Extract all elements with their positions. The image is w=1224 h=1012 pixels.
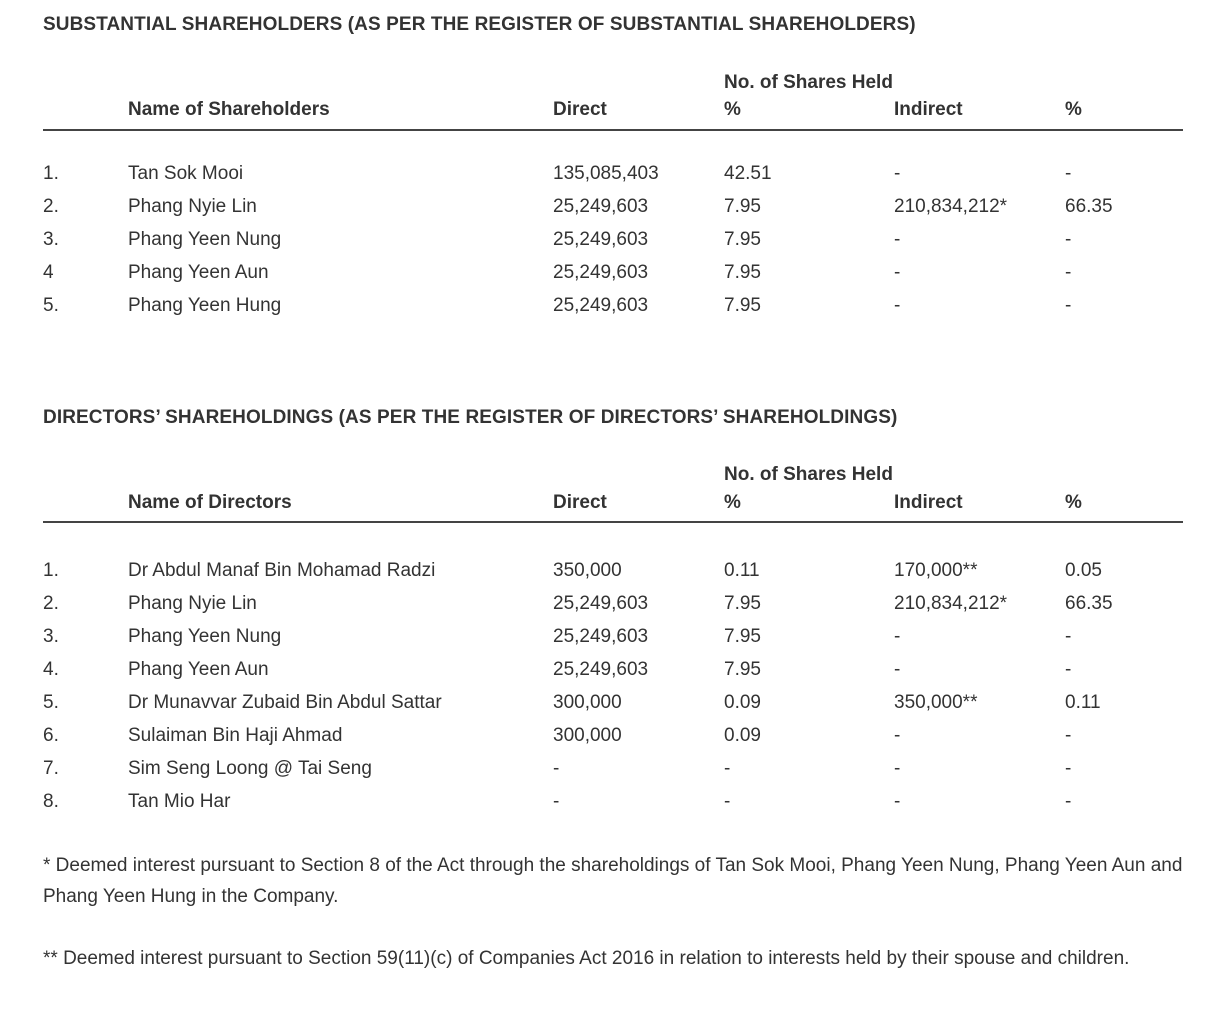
- indirect-cell: 170,000**: [894, 560, 978, 581]
- row-number: 4.: [43, 659, 59, 680]
- table-row: [43, 554, 1183, 587]
- direct-cell: 25,249,603: [553, 196, 649, 217]
- indirect-percent-cell: -: [1065, 758, 1072, 779]
- row-number: 3.: [43, 626, 59, 647]
- header-divider: [43, 129, 1183, 131]
- table-row: [43, 256, 1183, 289]
- direct-percent-cell: -: [724, 758, 731, 779]
- indirect-percent-cell: 0.11: [1065, 692, 1101, 713]
- name-cell: Tan Mio Har: [128, 791, 231, 812]
- direct-cell: -: [553, 791, 560, 812]
- indirect-percent-cell: 66.35: [1065, 196, 1113, 217]
- name-cell: Phang Nyie Lin: [128, 593, 257, 614]
- indirect-percent-cell: 0.05: [1065, 560, 1102, 581]
- indirect-cell: -: [894, 295, 901, 316]
- indirect-cell: -: [894, 791, 901, 812]
- indirect-percent-cell: -: [1065, 791, 1072, 812]
- table-row: [43, 157, 1183, 190]
- column-header: %: [1065, 492, 1082, 513]
- indirect-cell: 350,000**: [894, 692, 978, 713]
- direct-percent-cell: -: [724, 791, 731, 812]
- row-number: 5.: [43, 295, 59, 316]
- direct-percent-cell: 0.09: [724, 725, 761, 746]
- indirect-cell: -: [894, 163, 901, 184]
- direct-percent-cell: 7.95: [724, 659, 761, 680]
- name-cell: Phang Yeen Aun: [128, 659, 269, 680]
- row-number: 4: [43, 262, 54, 283]
- indirect-cell: 210,834,212*: [894, 196, 1008, 217]
- direct-percent-cell: 0.11: [724, 560, 760, 581]
- table-row: [43, 587, 1183, 620]
- direct-cell: 25,249,603: [553, 262, 649, 283]
- indirect-cell: 210,834,212*: [894, 593, 1008, 614]
- direct-cell: 25,249,603: [553, 626, 649, 647]
- table-row: [43, 752, 1183, 785]
- name-cell: Phang Yeen Nung: [128, 626, 282, 647]
- indirect-percent-cell: -: [1065, 229, 1072, 250]
- name-cell: Phang Yeen Nung: [128, 229, 282, 250]
- substantial-shareholders-title: SUBSTANTIAL SHAREHOLDERS (AS PER THE REGISTER OF SUBSTANTIAL SHAREHOLDERS): [43, 14, 916, 35]
- directors-table-body: [43, 554, 1183, 818]
- row-number: 6.: [43, 725, 59, 746]
- direct-percent-cell: 7.95: [724, 229, 761, 250]
- name-cell: Tan Sok Mooi: [128, 163, 244, 184]
- directors-shareholdings-title: DIRECTORS’ SHAREHOLDINGS (AS PER THE REGISTER OF DIRECTORS’ SHAREHOLDINGS): [43, 407, 898, 428]
- row-number: 1.: [43, 560, 59, 581]
- indirect-cell: -: [894, 659, 901, 680]
- row-number: 2.: [43, 593, 59, 614]
- footnote-double-asterisk: ** Deemed interest pursuant to Section 59(11)(c) of Companies Act 2016 in relation to interests held by their spouse and children.: [43, 948, 1130, 969]
- direct-cell: 25,249,603: [553, 593, 649, 614]
- directors-table-header: [43, 492, 1183, 514]
- column-header: Direct: [553, 492, 607, 513]
- direct-cell: 350,000: [553, 560, 622, 581]
- column-header: %: [724, 99, 741, 120]
- name-cell: Dr Munavvar Zubaid Bin Abdul Sattar: [128, 692, 442, 713]
- name-cell: Phang Nyie Lin: [128, 196, 257, 217]
- indirect-cell: -: [894, 262, 901, 283]
- indirect-percent-cell: -: [1065, 295, 1072, 316]
- header-divider: [43, 521, 1183, 523]
- shares-held-group-header: No. of Shares Held: [724, 72, 893, 93]
- footnote-single-asterisk: * Deemed interest pursuant to Section 8 of the Act through the shareholdings of Tan Sok Mooi, Phang Yeen Nung, Phang Yeen Aun and Phang Yeen Hung in the Company.: [43, 855, 1183, 907]
- direct-cell: 25,249,603: [553, 295, 649, 316]
- indirect-cell: -: [894, 725, 901, 746]
- indirect-percent-cell: -: [1065, 725, 1072, 746]
- table-row: [43, 785, 1183, 818]
- direct-percent-cell: 7.95: [724, 196, 761, 217]
- direct-percent-cell: 42.51: [724, 163, 772, 184]
- indirect-percent-cell: -: [1065, 626, 1072, 647]
- row-number: 2.: [43, 196, 59, 217]
- row-number: 1.: [43, 163, 59, 184]
- column-header: %: [724, 492, 741, 513]
- direct-percent-cell: 7.95: [724, 593, 761, 614]
- indirect-cell: -: [894, 626, 901, 647]
- indirect-percent-cell: -: [1065, 659, 1072, 680]
- indirect-percent-cell: -: [1065, 262, 1072, 283]
- name-cell: Sulaiman Bin Haji Ahmad: [128, 725, 343, 746]
- direct-cell: 135,085,403: [553, 163, 659, 184]
- indirect-cell: -: [894, 758, 901, 779]
- direct-percent-cell: 7.95: [724, 262, 761, 283]
- table-row: [43, 686, 1183, 719]
- table-row: [43, 653, 1183, 686]
- column-header: [43, 99, 128, 121]
- name-cell: Dr Abdul Manaf Bin Mohamad Radzi: [128, 560, 436, 581]
- table-row: [43, 719, 1183, 752]
- direct-percent-cell: 0.09: [724, 692, 761, 713]
- column-header: Name of Directors: [128, 492, 292, 513]
- direct-cell: 300,000: [553, 725, 622, 746]
- table-row: [43, 190, 1183, 223]
- column-header: Direct: [553, 99, 607, 120]
- indirect-percent-cell: -: [1065, 163, 1072, 184]
- row-number: 5.: [43, 692, 59, 713]
- table-row: [43, 289, 1183, 322]
- direct-cell: 300,000: [553, 692, 622, 713]
- column-header: Name of Shareholders: [128, 99, 330, 120]
- column-header: Indirect: [894, 99, 963, 120]
- row-number: 7.: [43, 758, 59, 779]
- column-header: Indirect: [894, 492, 963, 513]
- indirect-cell: -: [894, 229, 901, 250]
- name-cell: Phang Yeen Hung: [128, 295, 282, 316]
- row-number: 8.: [43, 791, 59, 812]
- table-row: [43, 620, 1183, 653]
- direct-cell: -: [553, 758, 560, 779]
- shares-held-group-header: No. of Shares Held: [724, 464, 893, 485]
- direct-cell: 25,249,603: [553, 659, 649, 680]
- direct-cell: 25,249,603: [553, 229, 649, 250]
- direct-percent-cell: 7.95: [724, 295, 761, 316]
- column-header: [43, 492, 128, 514]
- direct-percent-cell: 7.95: [724, 626, 761, 647]
- name-cell: Sim Seng Loong @ Tai Seng: [128, 758, 372, 779]
- substantial-table-header: [43, 99, 1183, 121]
- table-row: [43, 223, 1183, 256]
- row-number: 3.: [43, 229, 59, 250]
- column-header: %: [1065, 99, 1082, 120]
- indirect-percent-cell: 66.35: [1065, 593, 1113, 614]
- name-cell: Phang Yeen Aun: [128, 262, 269, 283]
- substantial-table-body: [43, 157, 1183, 322]
